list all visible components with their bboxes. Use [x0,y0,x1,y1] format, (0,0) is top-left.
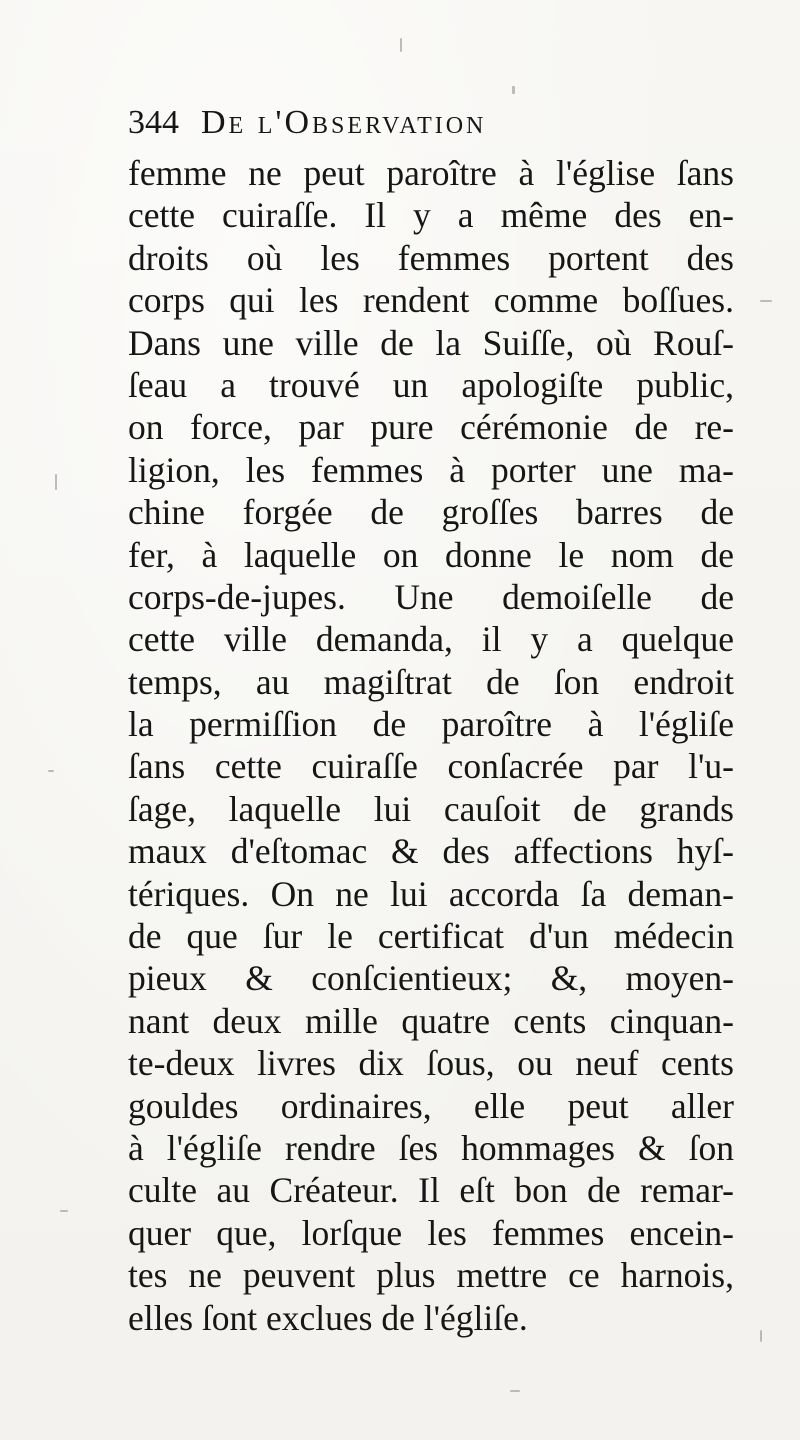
text-line: gouldes ordinaires, elle peut aller [128,1085,734,1126]
text-line: à l'égliſe rendre ſes hommages & ſon [128,1127,734,1168]
text-line: tériques. On ne lui accorda ſa deman- [128,873,734,914]
text-line: corps qui les rendent comme boſſues. [128,280,734,321]
text-line: Dans une ville de la Suiſſe, où Rouſ- [128,322,734,363]
page-header [128,104,728,152]
text-line: nant deux mille quatre cents cinquan- [128,1000,734,1041]
text-line: cette cuiraſſe. Il y a même des en- [128,195,734,236]
text-line: la permiſſion de paroître à l'égliſe [128,704,734,745]
text-line: fer, à laquelle on donne le nom de [128,534,734,575]
text-line: de que ſur le certificat d'un médecin [128,916,734,957]
text-line: maux d'eſtomac & des affections hyſ- [128,831,734,872]
paper-speck [512,86,515,94]
text-line: ſans cette cuiraſſe conſacrée par l'u- [128,746,734,787]
text-line: pieux & conſcientieux; &, moyen- [128,958,734,999]
text-line: corps-de-jupes. Une demoiſelle de [128,576,734,617]
text-line: temps, au magiſtrat de ſon endroit [128,661,734,702]
text-line: femme ne peut paroître à l'église ſans [128,153,734,193]
text-line: elles ſont exclues de l'égliſe. [128,1297,528,1338]
text-line: ſeau a trouvé un apologiſte public, [128,364,734,405]
paper-speck [400,38,402,52]
text-line: te-deux livres dix ſous, ou neuf cents [128,1043,734,1084]
text-line: droits où les femmes portent des [128,237,734,278]
paper-speck [510,1390,520,1392]
paper-speck [55,474,57,490]
paper-speck [760,300,772,302]
text-line: quer que, lorſque les femmes encein- [128,1212,734,1253]
text-line: tes ne peuvent plus mettre ce harnois, [128,1255,734,1296]
paper-speck [760,1330,762,1342]
page-number: 344 [128,104,179,141]
text-line: on force, par pure cérémonie de re- [128,407,734,448]
text-line: culte au Créateur. Il eſt bon de remar- [128,1170,734,1211]
paper-speck [48,770,54,772]
text-line: cette ville demanda, il y a quelque [128,619,734,660]
text-line: ligion, les femmes à porter une ma- [128,449,734,490]
running-head: De l'Observation [201,104,487,141]
text-line: ſage, laquelle lui cauſoit de grands [128,788,734,829]
text-line: chine forgée de groſſes barres de [128,492,734,533]
body-text [128,152,734,1339]
paper-speck [60,1210,68,1212]
